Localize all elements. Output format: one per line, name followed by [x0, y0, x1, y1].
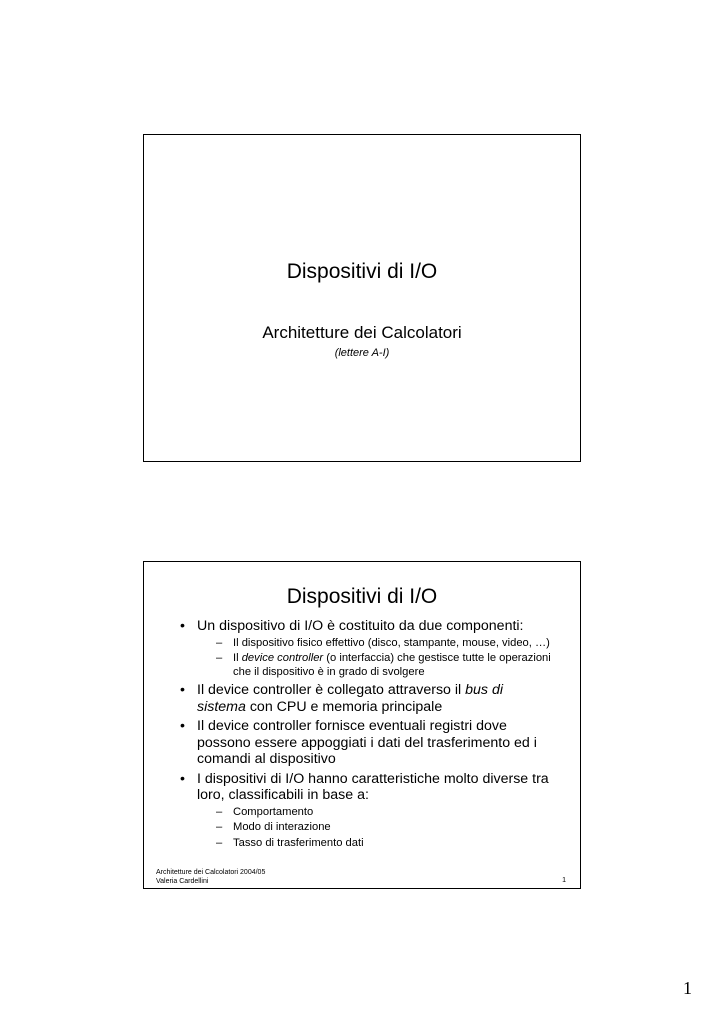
bullet-mark: •	[180, 618, 185, 634]
sub-bullet-text-emphasis: device controller	[241, 652, 324, 664]
bullet-mark: •	[180, 770, 185, 787]
sub-bullet-text-pre: Il	[233, 652, 242, 664]
sub-bullet-text-post: (o interfaccia) che gestisce tutte le operazioni che il dispositivo è in grado di svolgere	[233, 652, 551, 678]
dash-mark: –	[216, 652, 223, 664]
footer-author: Valeria Cardellini	[156, 877, 209, 885]
bullet-mark: •	[180, 682, 185, 698]
dash-mark: –	[216, 821, 223, 833]
bullet-item	[180, 618, 552, 679]
sub-bullet-text: Comportamento	[233, 805, 314, 818]
sub-bullet-item	[197, 837, 552, 851]
dash-mark: –	[216, 636, 223, 649]
title-slide	[143, 134, 581, 462]
sub-bullet-item	[197, 637, 552, 651]
bullet-mark: •	[180, 718, 185, 734]
content-slide	[143, 561, 581, 889]
slide-footer	[156, 869, 265, 886]
slide-subtitle: Architetture dei Calcolatori	[262, 323, 462, 342]
dash-mark: –	[216, 836, 223, 849]
bullet-text: Un dispositivo di I/O è costituito da due componenti:	[197, 618, 524, 634]
slide-title: Dispositivi di I/O	[286, 260, 438, 283]
sub-bullet-text: Modo di interazione	[233, 821, 331, 833]
sub-bullet-item	[197, 806, 552, 820]
sub-bullet-item	[197, 821, 552, 835]
footer-course: Architetture dei Calcolatori 2004/05	[156, 869, 266, 876]
slide-note: (lettere A-I)	[334, 347, 390, 359]
bullet-list	[180, 618, 552, 853]
sub-bullet-list	[197, 637, 552, 680]
bullet-text-post: con CPU e memoria principale	[245, 698, 443, 715]
bullet-text: Il device controller fornisce eventuali registri dove possono essere appoggiati i dati del trasferimento ed i comandi al dispositivo	[197, 718, 537, 767]
bullet-text-emphasis: bus di sistema	[197, 682, 503, 715]
bullet-text-pre: Il device controller è collegato attraverso il	[197, 682, 466, 698]
bullet-text: I dispositivi di I/O hanno caratteristiche molto diverse tra loro, classificabili in base a:	[197, 770, 549, 803]
slide-number: 1	[562, 877, 566, 884]
dash-mark: –	[216, 805, 223, 818]
sub-bullet-list	[197, 806, 552, 851]
slide-title: Dispositivi di I/O	[286, 585, 438, 608]
sub-bullet-item	[197, 652, 552, 679]
bullet-item	[180, 718, 552, 768]
sub-bullet-text: Il dispositivo fisico effettivo (disco, stampante, mouse, video, …)	[233, 636, 550, 649]
sub-bullet-text: Tasso di trasferimento dati	[233, 836, 364, 849]
page-number: 1	[683, 978, 692, 998]
bullet-item	[180, 771, 552, 851]
bullet-item	[180, 682, 552, 715]
